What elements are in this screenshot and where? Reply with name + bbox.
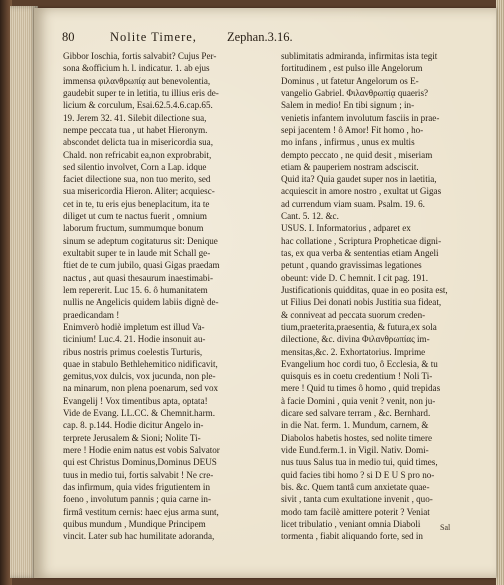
- page-number: 80: [62, 30, 75, 44]
- left-text-column: [63, 50, 271, 543]
- text-line: tium,praeterita,praesentia, & futura,ex sola: [281, 321, 437, 332]
- text-line: tormenta , fiabit aliquando forte, sed in: [281, 531, 423, 542]
- text-line: foeno , involutum pannis ; quia carne in-: [63, 494, 211, 505]
- text-line: quae in stabulo Bethlehemitico nidificavit,: [63, 358, 218, 369]
- page-header: [62, 30, 482, 48]
- text-line: mere ! Quid tu times ô homo , quid trepidas: [281, 383, 441, 394]
- text-line: obeunt: vide D. C hemnit. I cit pag. 191.: [281, 272, 428, 283]
- text-line: firmâ vestitum cernis: haec ejus arma sunt,: [63, 506, 219, 517]
- right-page-edge: [496, 0, 504, 585]
- text-line: laborum fructum, summumque bonum: [63, 223, 204, 234]
- text-line: sinum se adeptum cogitaturus sit: Denique: [63, 235, 218, 246]
- text-line: modo tam facilè amittere poterit ? Veniat: [281, 506, 430, 517]
- text-line: fortitudinem , est pulso ille Angelorum: [281, 63, 423, 74]
- text-line: Gibbor Ioschia, fortis salvabit? Cujus Per-: [63, 51, 217, 61]
- text-line: à facie Domini , quia venit ? venit, non ju-: [281, 395, 436, 406]
- text-line: Quid ita? Quia gaudet super nos in laetitia,: [281, 174, 437, 185]
- text-line: quisquis es in coetu credentium ! Noli Ti-: [281, 371, 433, 382]
- text-line: sivit , tanta cum exultatione invenit , quo-: [281, 494, 433, 505]
- text-line: dicare sed salvare terram , &c. Bernhard.: [281, 408, 431, 419]
- text-line: gemitus,vox dulcis, vox jucunda, non ple-: [63, 371, 216, 382]
- text-line: Enimverò hodiè impletum est illud Va-: [63, 321, 205, 332]
- text-line: sepi jacentem ! ô Amor! Fit homo , ho-: [281, 124, 424, 135]
- text-line: nullis ne Angelicis quidem labiis dignè de-: [63, 297, 219, 308]
- text-line: licium & corculum, Esai.62.5.4.6.cap.65.: [63, 100, 213, 111]
- text-line: acquiescit in amore nostro , exultat ut Gigas: [281, 186, 442, 197]
- running-title: Nolite Timere,: [110, 30, 197, 44]
- text-line: mo infans , infirmus , unus ex multis: [281, 137, 415, 148]
- scripture-reference: Zephan.3.16.: [227, 30, 293, 44]
- text-line: nactus , aut quasi thesaurum inaestimabi-: [63, 272, 214, 283]
- text-line: cet in te, tu eris ejus beneplacitum, ita te: [63, 198, 210, 209]
- text-line: 19. Jerem 32. 41. Silebit dilectione sua,: [63, 112, 207, 123]
- text-line: praedicandam !: [63, 309, 120, 320]
- text-line: licet tribulatio , veniant omnia Diaboli: [281, 518, 421, 529]
- text-line: Evangelij ! Vox timentibus apta, optata!: [63, 395, 208, 406]
- text-line: Justificationis quidditas, quae in eo posita est,: [281, 284, 448, 295]
- text-line: diliget ut cum te nactus fuerit , omnium: [63, 211, 207, 222]
- text-line: Chald. non refricabit ea,non exprobrabit,: [63, 149, 212, 160]
- text-line: immensa φιλανθρωπίᾳ aut benevolentia,: [63, 75, 211, 86]
- text-line: venietis infantem involutum fasciis in prae-: [281, 112, 440, 123]
- text-line: nempe peccata tua , ut habet Hieronym.: [63, 124, 208, 135]
- text-line: abscondet delicta tua in misericordia sua,: [63, 137, 213, 148]
- text-line: quibus mundum , Mundique Principem: [63, 518, 206, 529]
- text-line: USUS. I. Informatorius , adparet ex: [281, 223, 411, 234]
- text-line: etiam & pauperiem nostram adsciscit.: [281, 161, 419, 172]
- text-line: terprete Jerusalem & Sioni; Nolite Ti-: [63, 432, 201, 443]
- text-line: tas, ex qua verba & sententias etiam Angeli: [281, 248, 439, 258]
- text-line: tuus in medio tui, fortis salvabit ! Ne cre-: [63, 469, 214, 480]
- text-line: Dominus , ut fatetur Angelorum os E-: [281, 75, 419, 86]
- text-line: qui est Christus Dominus,Dominus DEUS: [63, 457, 217, 468]
- text-line: in die Nat. ferm. 1. Mundum, carnem, &: [281, 420, 429, 431]
- catchword: Sal: [440, 523, 451, 532]
- text-line: vincit. Later sub hac humilitate adoranda,: [63, 531, 215, 542]
- text-line: Evangelium hoc cordi tuo, ô Ecclesia, & tu: [281, 358, 438, 369]
- right-text-column: [281, 50, 489, 543]
- text-line: & conniveat ad peccata suorum creden-: [281, 309, 426, 320]
- text-line: dilectione, &c. divina Φιλανθρωπίας im-: [281, 334, 430, 345]
- text-line: Diabolos habetis hostes, sed nolite timere: [281, 432, 433, 443]
- text-line: mensitas,&c. 2. Exhortatorius. Imprime: [281, 346, 426, 357]
- text-line: quid facies tibi homo ? si D E U S pro no-: [281, 469, 435, 480]
- text-line: sublimitatis admiranda, infirmitas ista tegit: [281, 51, 438, 61]
- text-line: na minarum, non plena poenarum, sed vox: [63, 383, 219, 394]
- text-line: sua misericordia Hieron. Aliter; acquiesc-: [63, 186, 215, 197]
- text-line: cap. 8. p.144. Hodie dicitur Angelo in-: [63, 420, 204, 431]
- text-line: vangelio Gabriel. Φιλανθρωπίᾳ quaeris?: [281, 87, 429, 98]
- text-line: Cant. 5. 12. &c.: [281, 211, 339, 222]
- text-line: das infirmum, quia vides frigutientem in: [63, 481, 210, 492]
- text-line: ftiet de te cum jubilo, quasi Gigas praedam: [63, 260, 220, 271]
- text-line: faciet dilectione sua, non tuo merito, sed: [63, 174, 211, 185]
- text-line: ticinium! Luc.4. 21. Hodie insonuit au-: [63, 334, 206, 345]
- text-line: sona &officium h. l. indicatur. 1. ab ejus: [63, 63, 210, 74]
- text-line: ad currendum viam suam. Psalm. 19. 6.: [281, 198, 425, 209]
- text-line: mere ! Hodie enim natus est vobis Salvator: [63, 445, 220, 455]
- text-line: dempto peccato , ne quid desit , miseriam: [281, 149, 433, 160]
- text-line: bis. &c. Quem tantâ cum anxietate quae-: [281, 481, 430, 492]
- text-line: exultabit super te in laude mit Schall ge-: [63, 248, 211, 258]
- text-line: sed silentio involvet, Corn a Lap. idque: [63, 161, 207, 172]
- text-line: vide Eund.ferm.1. in Vigil. Nativ. Domi-: [281, 445, 429, 455]
- text-line: petunt , quando gravissimas legationes: [281, 260, 422, 271]
- text-line: gaudebit super te in letitia, tu illius eris de-: [63, 87, 219, 98]
- text-line: ribus nostris primus coelestis Turturis,: [63, 346, 203, 357]
- text-line: nus tuus Salus tua in medio tui, quid times,: [281, 457, 438, 468]
- text-line: ut Filius Dei donati nobis Justitia sua fideat,: [281, 297, 442, 308]
- text-line: Vide de Evang. LL.CC. & Chemnit.harm.: [63, 408, 216, 419]
- text-line: Salem in medio! En tibi signum ; in-: [281, 100, 415, 111]
- text-line: lem repererit. Luc 15. 6. ô humanitatem: [63, 284, 208, 295]
- text-line: hac collatione , Scriptura Propheticae digni-: [281, 235, 442, 246]
